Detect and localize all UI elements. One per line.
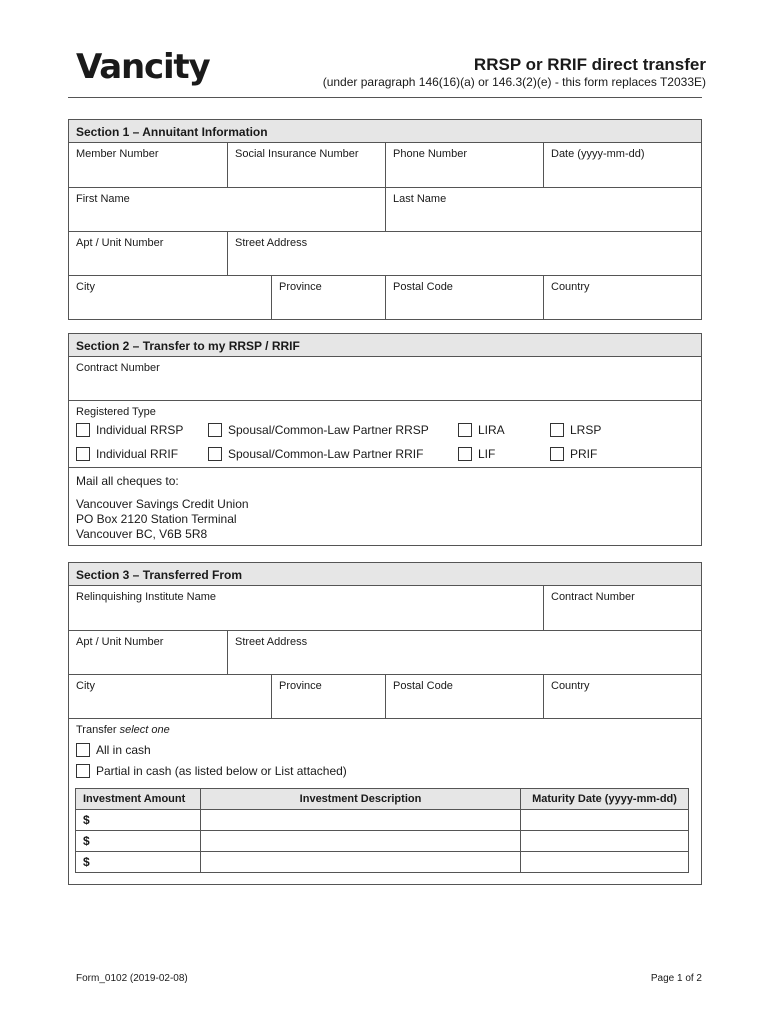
checkbox-box[interactable]	[76, 423, 90, 437]
apt-unit-label: Apt / Unit Number	[76, 237, 164, 249]
checkbox-box[interactable]	[208, 423, 222, 437]
postal-code-label: Postal Code	[393, 281, 453, 293]
table-row	[76, 810, 689, 831]
section3-postal-code-label: Postal Code	[393, 680, 453, 692]
country-label: Country	[551, 281, 590, 293]
individual-rrif-checkbox[interactable]	[76, 447, 178, 461]
institute-name-label: Relinquishing Institute Name	[76, 591, 217, 603]
section-3-title: Section 3 – Transferred From	[69, 563, 701, 586]
section3-country-field[interactable]	[544, 675, 701, 718]
maturity-date-cell[interactable]	[521, 852, 689, 873]
registered-type-group	[69, 401, 701, 467]
phone-field[interactable]	[386, 143, 544, 187]
investment-amount-header: Investment Amount	[76, 789, 201, 810]
description-cell[interactable]	[201, 831, 521, 852]
country-field[interactable]	[544, 276, 701, 319]
lrsp-checkbox[interactable]	[550, 423, 601, 437]
investment-description-header: Investment Description	[201, 789, 521, 810]
first-name-label: First Name	[76, 193, 130, 205]
transfer-label	[76, 724, 694, 736]
apt-unit-field[interactable]	[69, 232, 228, 275]
checkbox-box[interactable]	[76, 764, 90, 778]
date-label: Date (yyyy-mm-dd)	[551, 148, 645, 160]
form-title: RRSP or RRIF direct transfer	[473, 55, 706, 74]
prif-label: PRIF	[570, 447, 598, 461]
institute-name-field[interactable]	[69, 586, 544, 630]
section3-postal-code-field[interactable]	[386, 675, 544, 718]
transfer-options	[69, 719, 701, 884]
maturity-date-cell[interactable]	[521, 831, 689, 852]
amount-cell[interactable]: $	[76, 852, 201, 873]
date-field[interactable]	[544, 143, 701, 187]
page-number: Page 1 of 2	[650, 973, 702, 984]
section3-province-label: Province	[279, 680, 322, 692]
lif-label: LIF	[478, 447, 496, 461]
all-in-cash-label: All in cash	[96, 743, 151, 757]
table-row	[76, 831, 689, 852]
lira-label: LIRA	[478, 423, 505, 437]
mail-address-line-1: Vancouver Savings Credit Union	[76, 497, 249, 511]
city-field[interactable]	[69, 276, 272, 319]
mail-instructions	[69, 468, 701, 547]
mail-address-line-3: Vancouver BC, V6B 5R8	[76, 527, 208, 541]
section3-street-address-field[interactable]	[228, 631, 701, 674]
phone-label: Phone Number	[393, 148, 467, 160]
prif-checkbox[interactable]	[550, 447, 597, 461]
amount-cell[interactable]: $	[76, 810, 201, 831]
spousal-rrsp-checkbox[interactable]	[208, 423, 429, 437]
checkbox-box[interactable]	[208, 447, 222, 461]
amount-cell[interactable]: $	[76, 831, 201, 852]
individual-rrif-label: Individual RRIF	[96, 447, 179, 461]
section3-street-address-label: Street Address	[235, 636, 308, 648]
city-label: City	[76, 281, 95, 293]
checkbox-box[interactable]	[550, 447, 564, 461]
transfer-label-text: Transfer	[76, 724, 117, 736]
section-1-title: Section 1 – Annuitant Information	[69, 120, 701, 143]
spousal-rrif-label: Spousal/Common-Law Partner RRIF	[228, 447, 424, 461]
lif-checkbox[interactable]	[458, 447, 495, 461]
section3-province-field[interactable]	[272, 675, 386, 718]
lira-checkbox[interactable]	[458, 423, 505, 437]
checkbox-box[interactable]	[76, 743, 90, 757]
section-3-transferred-from	[68, 562, 702, 885]
contract-number-field[interactable]	[69, 357, 701, 400]
checkbox-box[interactable]	[458, 447, 472, 461]
sin-field[interactable]	[228, 143, 386, 187]
section-2-transfer-to	[68, 333, 702, 546]
spousal-rrif-checkbox[interactable]	[208, 447, 423, 461]
all-in-cash-checkbox[interactable]	[76, 743, 694, 757]
section3-apt-unit-field[interactable]	[69, 631, 228, 674]
member-number-field[interactable]	[69, 143, 228, 187]
province-field[interactable]	[272, 276, 386, 319]
lrsp-label: LRSP	[570, 423, 602, 437]
individual-rrsp-checkbox[interactable]	[76, 423, 183, 437]
checkbox-box[interactable]	[76, 447, 90, 461]
street-address-label: Street Address	[235, 237, 308, 249]
form-subtitle: (under paragraph 146(16)(a) or 146.3(2)(e) - this form replaces T2033E)	[322, 75, 706, 89]
section3-apt-unit-label: Apt / Unit Number	[76, 636, 164, 648]
registered-type-label: Registered Type	[76, 406, 156, 418]
table-row	[76, 852, 689, 873]
investment-table	[75, 788, 689, 873]
description-cell[interactable]	[201, 810, 521, 831]
section-1-annuitant	[68, 119, 702, 320]
last-name-field[interactable]	[386, 188, 701, 231]
province-label: Province	[279, 281, 322, 293]
transfer-hint: select one	[119, 724, 170, 736]
section3-country-label: Country	[551, 680, 590, 692]
mail-label: Mail all cheques to:	[76, 474, 179, 488]
partial-in-cash-label: Partial in cash (as listed below or List attached)	[96, 764, 347, 778]
maturity-date-cell[interactable]	[521, 810, 689, 831]
vancity-logo: Vancity	[76, 47, 210, 87]
checkbox-box[interactable]	[550, 423, 564, 437]
section3-city-field[interactable]	[69, 675, 272, 718]
section-2-title: Section 2 – Transfer to my RRSP / RRIF	[69, 334, 701, 357]
member-number-label: Member Number	[76, 148, 159, 160]
maturity-date-header: Maturity Date (yyyy-mm-dd)	[521, 789, 689, 810]
checkbox-box[interactable]	[458, 423, 472, 437]
section3-contract-number-label: Contract Number	[551, 591, 635, 603]
spousal-rrsp-label: Spousal/Common-Law Partner RRSP	[228, 423, 429, 437]
sin-label: Social Insurance Number	[235, 148, 359, 160]
individual-rrsp-label: Individual RRSP	[96, 423, 184, 437]
first-name-field[interactable]	[69, 188, 386, 231]
section3-city-label: City	[76, 680, 95, 692]
partial-in-cash-checkbox[interactable]	[76, 764, 694, 778]
section3-contract-number-field[interactable]	[544, 586, 701, 630]
postal-code-field[interactable]	[386, 276, 544, 319]
mail-address-line-2: PO Box 2120 Station Terminal	[76, 512, 237, 526]
form-id: Form_0102 (2019-02-08)	[76, 973, 188, 984]
street-address-field[interactable]	[228, 232, 701, 275]
contract-number-label: Contract Number	[76, 362, 160, 374]
description-cell[interactable]	[201, 852, 521, 873]
last-name-label: Last Name	[393, 193, 447, 205]
header-divider	[68, 97, 702, 98]
